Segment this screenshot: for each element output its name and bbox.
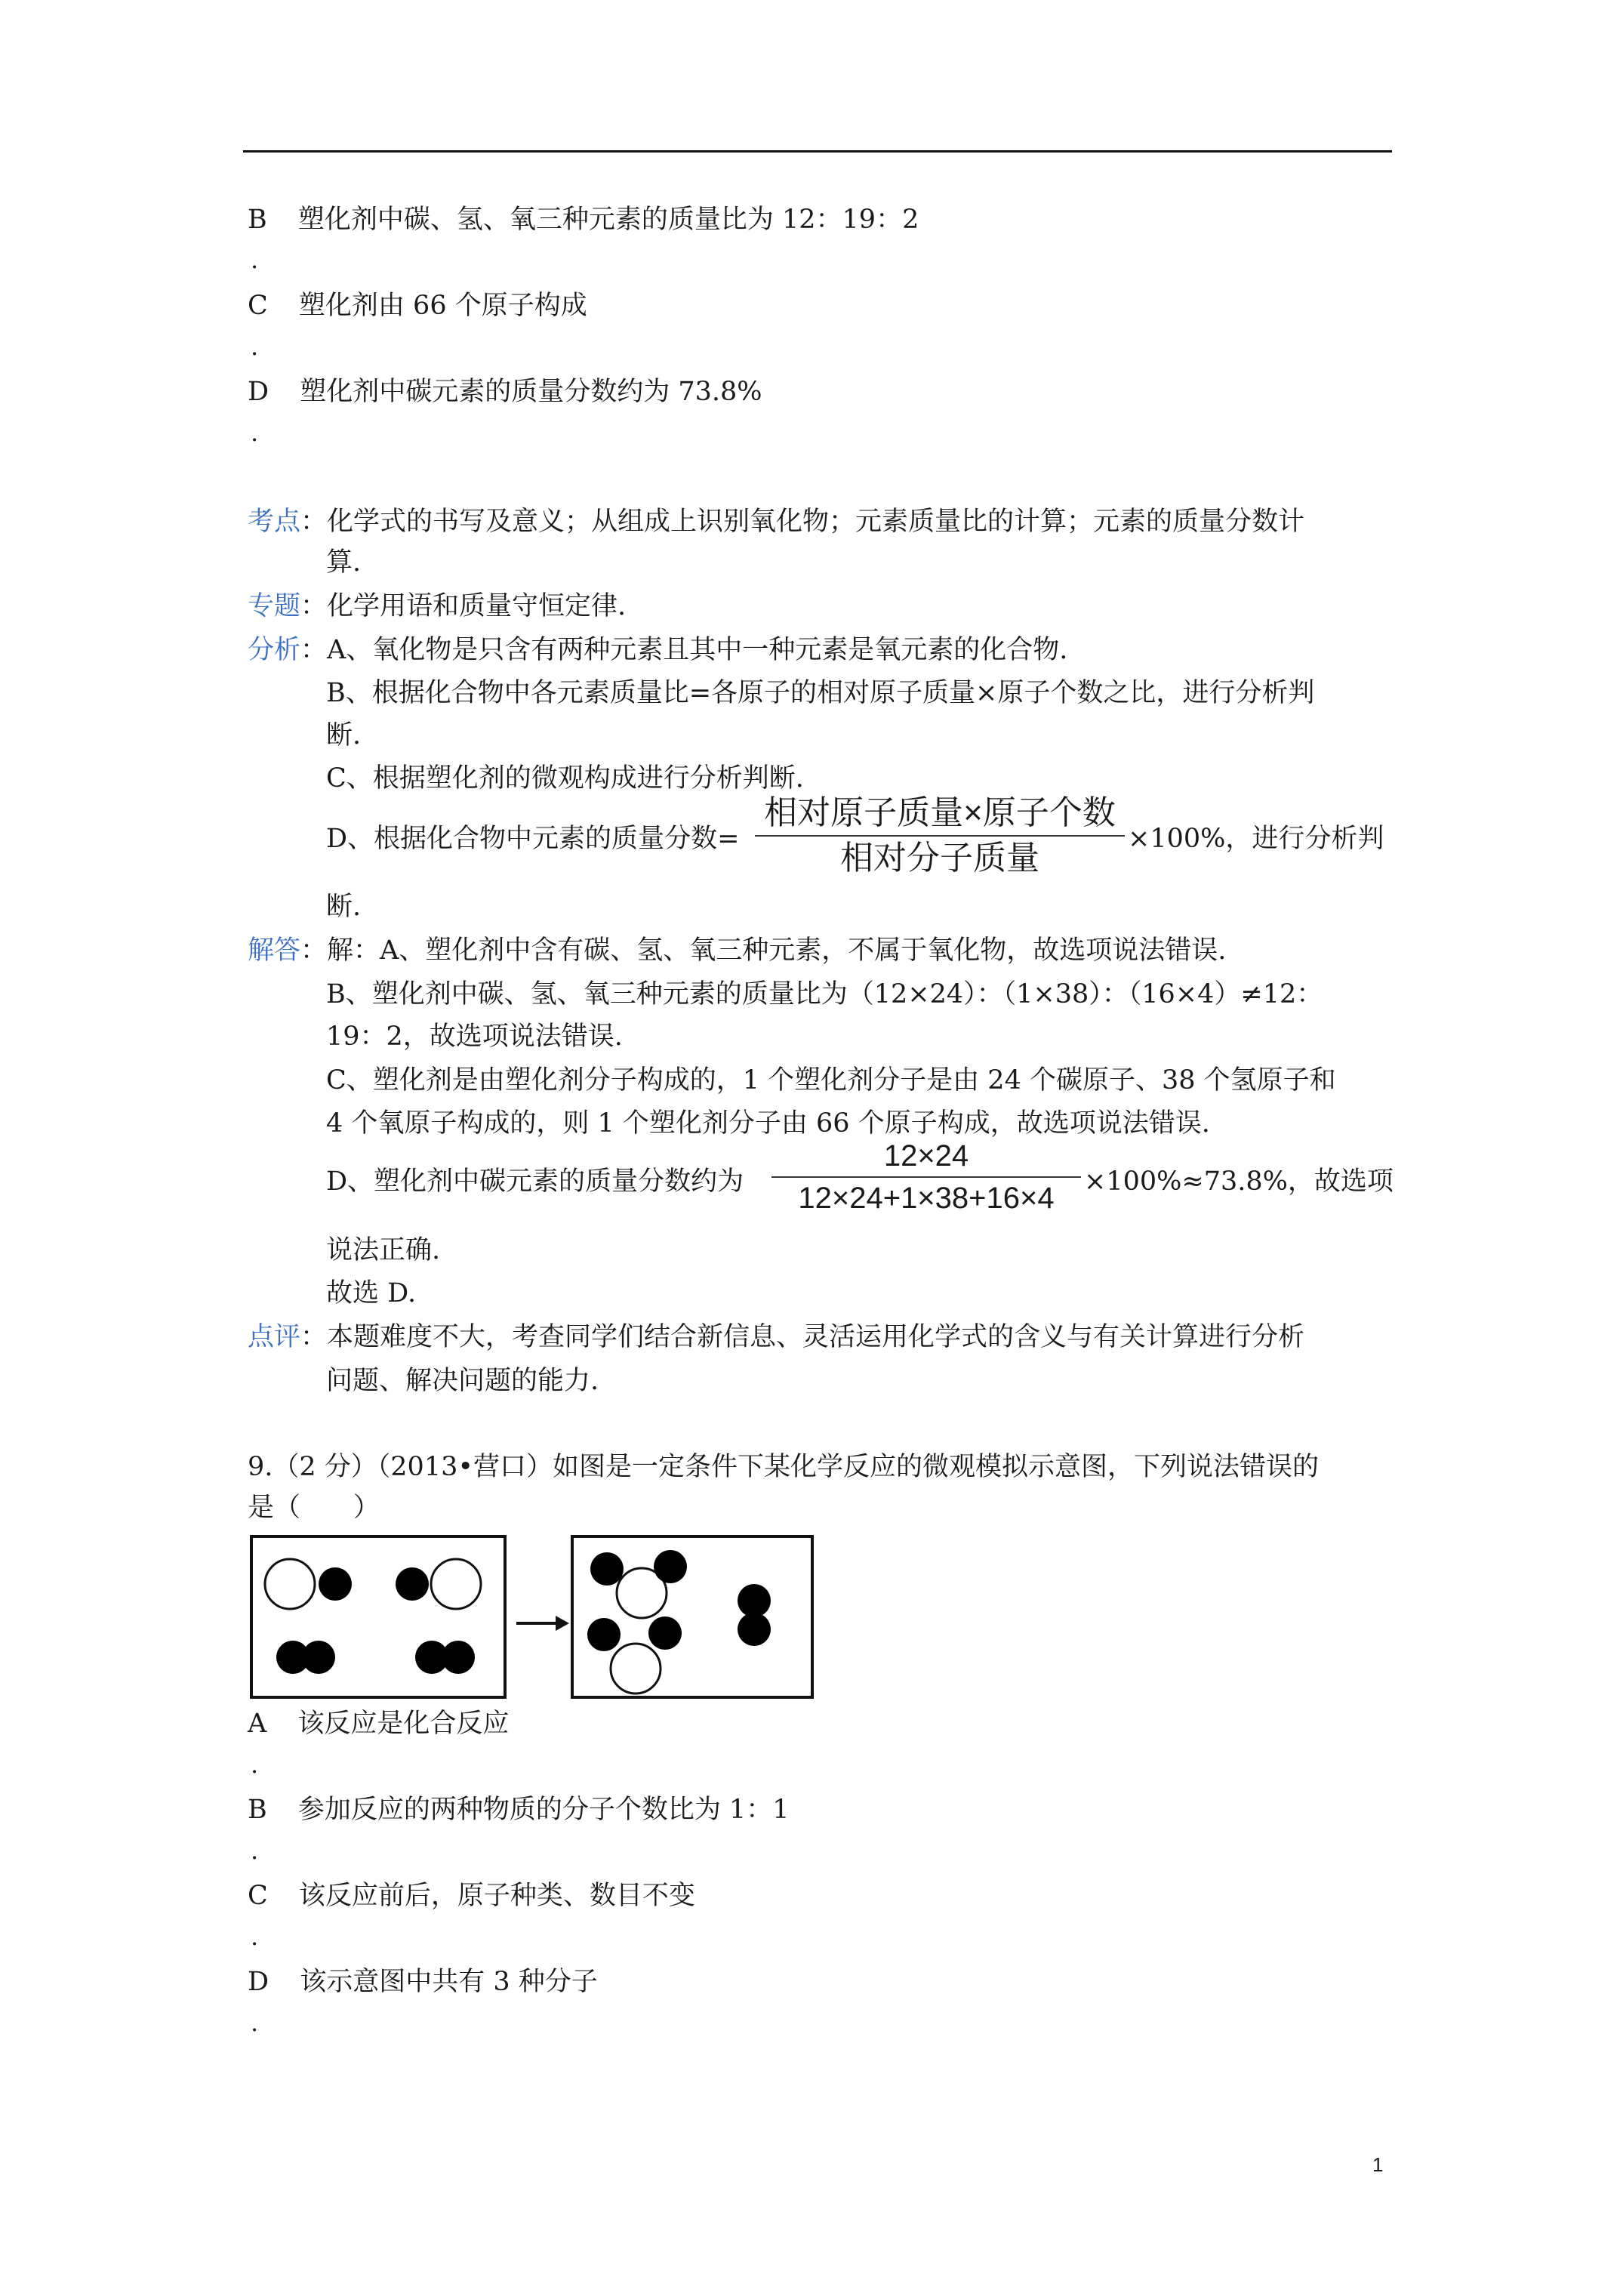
fraction-denominator: 12×24+1×38+16×4 bbox=[798, 1182, 1055, 1215]
fenxi-d-prefix: D、根据化合物中元素的质量分数= bbox=[326, 824, 740, 854]
jieda-label: 解答 bbox=[248, 935, 301, 966]
option-letter: A bbox=[248, 1709, 267, 1739]
page-number: 1 bbox=[1372, 2153, 1384, 2176]
fenxi-line-a bbox=[248, 633, 1067, 667]
option-dot: . bbox=[251, 1922, 259, 1951]
zhuanti-text: 化学用语和质量守恒定律. bbox=[327, 591, 627, 621]
black-atom bbox=[738, 1613, 771, 1646]
option-text: 该反应是化合反应 bbox=[297, 1709, 510, 1739]
q9-stem-line1: 9.（2 分）（2013•营口）如图是一定条件下某化学反应的微观模拟示意图，下列说法错误的 bbox=[248, 1452, 1320, 1482]
black-atom bbox=[648, 1616, 682, 1650]
jieda-d-suffix: ×100%≈73.8%，故选项 bbox=[1084, 1166, 1394, 1197]
option-dot: . bbox=[251, 1836, 259, 1865]
dianping-colon: ： bbox=[300, 1322, 328, 1352]
option-dot: . bbox=[251, 2008, 259, 2037]
jieda-line-a bbox=[248, 933, 1226, 968]
black-atom bbox=[738, 1584, 771, 1617]
option-text: 该反应前后，原子种类、数目不变 bbox=[298, 1881, 695, 1911]
kaodian-label: 考点 bbox=[248, 507, 301, 537]
reaction-diagram bbox=[246, 1533, 820, 1703]
option-letter: B bbox=[248, 205, 267, 235]
jieda-answer: 故选 D. bbox=[326, 1278, 417, 1308]
zhuanti-label: 专题 bbox=[248, 591, 301, 621]
jieda-d2: 说法正确. bbox=[326, 1235, 441, 1265]
dianping-text: 本题难度不大，考查同学们结合新信息、灵活运用化学式的含义与有关计算进行分析 bbox=[327, 1322, 1305, 1352]
kaodian-line2: 算. bbox=[326, 547, 362, 578]
black-atom bbox=[396, 1567, 429, 1601]
fenxi-d2: 断. bbox=[326, 892, 362, 922]
q9-option-c bbox=[248, 1878, 695, 1913]
option-text: 该示意图中共有 3 种分子 bbox=[300, 1967, 598, 1997]
fenxi-label: 分析 bbox=[248, 635, 301, 665]
white-atom bbox=[611, 1644, 661, 1693]
dianping-line2: 问题、解决问题的能力. bbox=[326, 1366, 599, 1396]
white-atom bbox=[265, 1559, 315, 1609]
kaodian-text: 化学式的书写及意义；从组成上识别氧化物；元素质量比的计算；元素的质量分数计 bbox=[327, 507, 1305, 537]
option-letter: D bbox=[248, 377, 269, 407]
fraction-numerator: 相对原子质量×原子个数 bbox=[764, 794, 1116, 831]
q8-option-c bbox=[248, 288, 587, 323]
header-rule bbox=[243, 150, 1392, 153]
dianping-line1 bbox=[248, 1320, 1304, 1354]
fraction-bar bbox=[771, 1176, 1081, 1178]
option-text: 参加反应的两种物质的分子个数比为 1：1 bbox=[297, 1795, 790, 1825]
zhuanti-colon: ： bbox=[300, 591, 328, 621]
jieda-colon: ： bbox=[300, 935, 328, 966]
fraction-numerator: 12×24 bbox=[883, 1139, 969, 1173]
fenxi-b1: B、根据化合物中各元素质量比=各原子的相对原子质量×原子个数之比，进行分析判 bbox=[326, 678, 1315, 708]
jieda-formula-fraction bbox=[771, 1139, 1081, 1216]
option-text: 塑化剂中碳元素的质量分数约为 73.8% bbox=[300, 377, 762, 407]
fraction-bar bbox=[755, 835, 1125, 837]
q8-option-b bbox=[248, 202, 919, 237]
q9-stem-line2: 是（ ） bbox=[248, 1493, 380, 1523]
zhuanti-line bbox=[248, 589, 626, 624]
dianping-label: 点评 bbox=[248, 1322, 301, 1352]
fenxi-formula-fraction bbox=[755, 794, 1125, 877]
white-atom bbox=[431, 1559, 481, 1609]
black-atom bbox=[590, 1552, 624, 1586]
black-atom bbox=[442, 1641, 475, 1674]
fenxi-d-suffix: ×100%，进行分析判 bbox=[1128, 824, 1384, 854]
fenxi-b2: 断. bbox=[326, 720, 362, 750]
option-dot: . bbox=[251, 245, 259, 274]
kaodian-line1 bbox=[248, 504, 1304, 539]
option-dot: . bbox=[251, 1750, 259, 1779]
option-text: 塑化剂由 66 个原子构成 bbox=[298, 291, 587, 321]
fraction-denominator: 相对分子质量 bbox=[840, 840, 1039, 877]
black-atom bbox=[319, 1567, 352, 1601]
option-dot: . bbox=[251, 418, 259, 447]
fenxi-c: C、根据塑化剂的微观构成进行分析判断. bbox=[326, 763, 804, 794]
option-dot: . bbox=[251, 332, 259, 361]
q9-option-b bbox=[248, 1792, 790, 1827]
option-letter: C bbox=[248, 291, 268, 321]
black-atom bbox=[302, 1641, 335, 1674]
q9-option-d bbox=[248, 1965, 598, 1999]
black-atom bbox=[654, 1550, 687, 1583]
jieda-c1: C、塑化剂是由塑化剂分子构成的，1 个塑化剂分子是由 24 个碳原子、38 个氢原子和 bbox=[326, 1065, 1336, 1096]
arrow-icon bbox=[516, 1616, 569, 1631]
option-letter: D bbox=[248, 1967, 269, 1997]
jieda-a: 解：A、塑化剂中含有碳、氢、氧三种元素，不属于氧化物，故选项说法错误. bbox=[327, 935, 1227, 966]
jieda-b2: 19：2，故选项说法错误. bbox=[326, 1022, 623, 1052]
q8-option-d bbox=[248, 374, 762, 409]
kaodian-colon: ： bbox=[300, 507, 328, 537]
jieda-b1: B、塑化剂中碳、氢、氧三种元素的质量比为（12×24）：（1×38）：（16×4）≠12： bbox=[326, 979, 1323, 1009]
fenxi-a: A、氧化物是只含有两种元素且其中一种元素是氧元素的化合物. bbox=[327, 635, 1068, 665]
fenxi-colon: ： bbox=[300, 635, 328, 665]
jieda-c2: 4 个氧原子构成的，则 1 个塑化剂分子由 66 个原子构成，故选项说法错误. bbox=[326, 1108, 1210, 1139]
jieda-d-prefix: D、塑化剂中碳元素的质量分数约为 bbox=[326, 1166, 744, 1197]
option-text: 塑化剂中碳、氢、氧三种元素的质量比为 12：19：2 bbox=[297, 205, 919, 235]
option-letter: B bbox=[248, 1795, 267, 1825]
q9-option-a bbox=[248, 1706, 509, 1741]
option-letter: C bbox=[248, 1881, 268, 1911]
black-atom bbox=[587, 1618, 621, 1651]
